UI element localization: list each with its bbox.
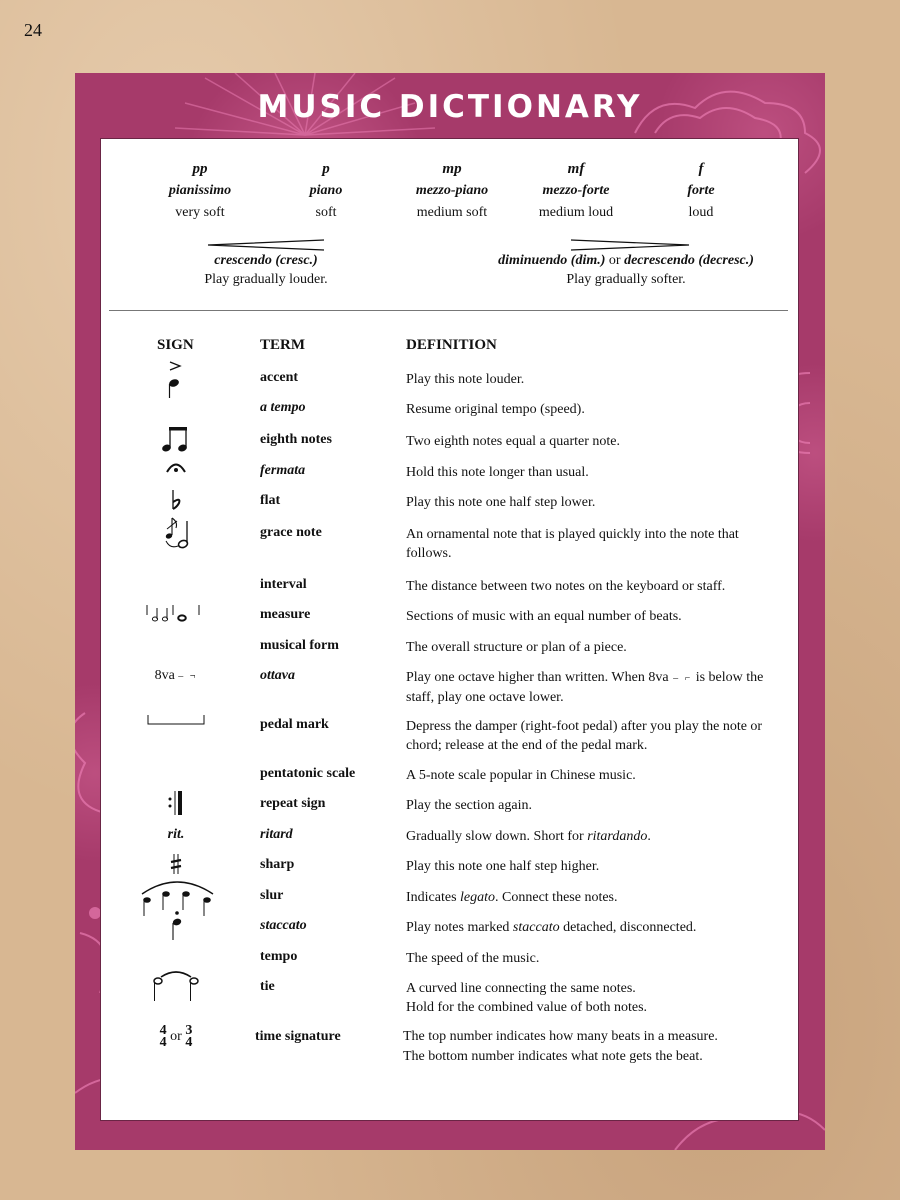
staccato-icon (169, 910, 183, 942)
ottava-inline-sign: 8va (648, 670, 669, 685)
entry-definition (406, 888, 776, 907)
page-number: 24 (24, 20, 42, 40)
entry-term: musical form (260, 638, 339, 653)
dynamic-desc: medium soft (416, 205, 488, 220)
header-sign: SIGN (157, 337, 194, 353)
def-part: Play notes marked (406, 920, 513, 935)
entry-term: repeat sign (260, 796, 326, 811)
dynamic-desc: soft (315, 205, 337, 220)
eighth-notes-icon (161, 424, 191, 454)
entry-definition: Play this note one half step higher. (406, 859, 600, 874)
decrescendo-term: decrescendo (decresc.) (624, 253, 754, 268)
entry-term: tempo (260, 949, 298, 964)
entry-term: sharp (260, 857, 295, 872)
def-part: is below the staff, play one octave lower. (406, 670, 764, 705)
ottava-sign: 8va (154, 668, 175, 683)
def-part: detached, disconnected. (559, 920, 697, 935)
entry-term: measure (260, 607, 311, 622)
dynamic-symbol: pp (192, 161, 208, 177)
header-term: TERM (260, 337, 305, 353)
dictionary-frame (75, 73, 825, 1150)
grace-note-icon (160, 515, 192, 551)
entry-term: accent (260, 370, 299, 385)
dynamic-term: forte (687, 183, 715, 198)
page-title: MUSIC DICTIONARY (257, 89, 643, 125)
crescendo-block (161, 251, 371, 288)
def-part: . (647, 829, 651, 844)
entry-term: a tempo (260, 400, 306, 415)
entry-definition: Sections of music with an equal number of beats. (406, 609, 682, 624)
def-part: ritardando (587, 829, 648, 844)
entry-term: fermata (260, 463, 306, 478)
entry-definition: Resume original tempo (speed). (406, 402, 585, 417)
entry-definition: Hold this note longer than usual. (406, 465, 589, 480)
entry-definition: Play this note one half step lower. (406, 495, 596, 510)
fermata-icon (164, 457, 188, 475)
pedal-mark-icon (146, 713, 206, 727)
entry-term: grace note (260, 525, 322, 540)
def-part: legato (460, 890, 496, 905)
def-line: Hold for the combined value of both notes. (406, 1000, 648, 1015)
dynamic-symbol: mf (567, 161, 585, 177)
dynamic-mf (511, 159, 641, 221)
time-bottom: 4 (159, 1035, 167, 1050)
entry-definition: A 5-note scale popular in Chinese music. (406, 768, 636, 783)
section-divider (109, 310, 788, 311)
crescendo-desc: Play gradually louder. (204, 272, 328, 287)
time-top: 4 (159, 1023, 167, 1038)
entry-term: ritard (260, 827, 293, 842)
dynamic-p (261, 159, 391, 221)
flat-icon (169, 489, 183, 511)
entry-definition: Play the section again. (406, 798, 532, 813)
entry-definition (403, 1027, 718, 1067)
def-part: . Connect these notes. (495, 890, 618, 905)
def-part: Play one octave higher than written. When (406, 670, 649, 685)
entry-term: interval (260, 577, 307, 592)
entry-term: pentatonic scale (260, 766, 356, 781)
ottava-inline-dash-icon: – ⌐ (668, 673, 693, 684)
entry-term: pedal mark (260, 717, 329, 732)
dynamic-term: piano (309, 183, 343, 198)
def-part: Indicates (406, 890, 461, 905)
dynamic-symbol: p (322, 161, 330, 177)
ritard-sign: rit. (167, 827, 185, 842)
crescendo-term: crescendo (cresc.) (214, 253, 318, 268)
diminuendo-block (471, 251, 781, 288)
dynamic-symbol: mp (442, 161, 462, 177)
measure-icon (144, 603, 208, 623)
def-part: Gradually slow down. Short for (406, 829, 588, 844)
entry-term: staccato (260, 918, 307, 933)
entry-term: ottava (260, 668, 295, 683)
entry-definition: The speed of the music. (406, 951, 540, 966)
dynamic-desc: loud (688, 205, 714, 220)
def-line: The bottom number indicates what note gets the beat. (403, 1049, 703, 1064)
tie-icon (151, 969, 201, 1005)
or-text: or (170, 1029, 182, 1044)
time-bottom: 4 (185, 1035, 193, 1050)
entry-term: tie (260, 979, 275, 994)
diminuendo-hairpin-icon (569, 239, 693, 251)
entry-term: flat (260, 493, 281, 508)
entry-term: time signature (255, 1029, 341, 1044)
def-line: The top number indicates how many beats in a measure. (403, 1029, 718, 1044)
dynamic-pp (135, 159, 265, 221)
entry-definition: The distance between two notes on the keyboard or staff. (406, 579, 726, 594)
entry-definition: The overall structure or plan of a piece. (406, 640, 627, 655)
diminuendo-term: diminuendo (dim.) (498, 253, 606, 268)
entry-definition: Depress the damper (right-foot pedal) after you play the note or chord; release at the end of the pedal mark. (406, 719, 763, 753)
dynamic-symbol: f (698, 161, 704, 177)
diminuendo-desc: Play gradually softer. (566, 272, 686, 287)
accent-note-icon (166, 360, 186, 400)
def-line: A curved line connecting the same notes. (406, 981, 636, 996)
time-top: 3 (185, 1023, 193, 1038)
entry-term: slur (260, 888, 284, 903)
dynamic-mp (387, 159, 517, 221)
entry-definition (406, 827, 776, 846)
ottava-dash-icon: – ¬ (178, 671, 198, 682)
dynamic-term: mezzo-piano (415, 183, 489, 198)
entry-definition (406, 979, 776, 1017)
header-definition: DEFINITION (406, 337, 497, 353)
entry-definition: Play this note louder. (406, 372, 525, 387)
dynamic-f (636, 159, 766, 221)
crescendo-hairpin-icon (206, 239, 326, 251)
entry-definition: An ornamental note that is played quickly into the note that follows. (406, 527, 739, 561)
entry-term: eighth notes (260, 432, 332, 447)
repeat-sign-icon (166, 789, 186, 817)
dynamic-desc: very soft (175, 205, 225, 220)
entry-definition (406, 668, 776, 707)
time-signature-icon (141, 1025, 211, 1049)
dynamic-term: mezzo-forte (542, 183, 610, 198)
def-part: staccato (512, 920, 560, 935)
dynamic-term: pianissimo (168, 183, 232, 198)
entry-definition: Two eighth notes equal a quarter note. (406, 434, 621, 449)
content-panel (100, 138, 799, 1121)
or-text: or (605, 253, 625, 268)
entry-definition (406, 918, 776, 937)
dynamic-desc: medium loud (538, 205, 614, 220)
